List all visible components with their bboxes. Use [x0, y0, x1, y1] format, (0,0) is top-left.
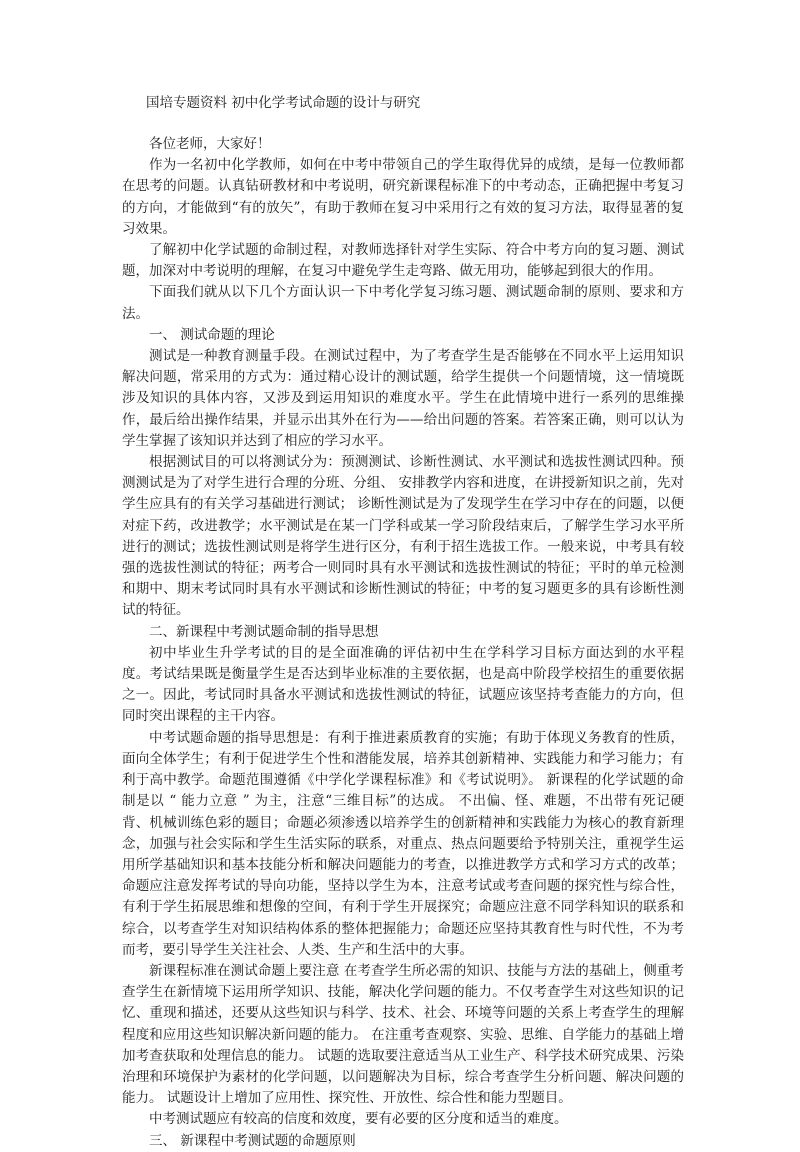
section-3-heading: 三、 新课程中考测试题的命题原则 — [149, 1132, 356, 1149]
section-1-paragraph-2: 根据测试目的可以将测试分为：预测测试、诊断性测试、水平测试和选拔性测试四种。预测测试是为了对学生进行合理的分班、分组、 安排教学内容和进度，在讲授新知识之前，先对学生应具有的有关学习基础进行测试； 诊断性测试是为了发现学生在学习中存在的问题，以便对症下药，改进教学；水平测试是在某一门学科或某一学习阶段结束后，了解学生学习水平所进行的测试；选拔性测试则是将学生进行区分，有利于招生选拔工作。一般来说，中考具有较强的选拔性测试的特征；两考合一则同时具有水平测试和选拔性测试的特征；平时的单元检测和期中、期末考试同时具有水平测试和诊断性测试的特征；中考的复习题更多的具有诊断性测试的特征。 — [122, 454, 684, 619]
document-body — [122, 92, 684, 1152]
section-2-paragraph-2: 中考试题命题的指导思想是：有利于推进素质教育的实施；有助于体现义务教育的性质，面向全体学生；有利于促进学生个性和潜能发展，培养其创新精神、实践能力和学习能力；有利于高中教学。命题范围遵循《中学化学课程标准》和《考试说明》。 新课程的化学试题的命制是以 “ 能力立意 ” 为主，注意“三维目标”的达成。 不出偏、怪、难题，不出带有死记硬背、机械训练色彩的题目；命题必须渗透以培养学生的创新精神和实践能力为核心的教育新理念，加强与社会实际和学生生活实际的联系，对重点、热点问题要给予特别关注，重视学生运用所学基础知识和基本技能分析和解决问题能力的考查，以推进教学方式和学习方式的改革；命题应注意发挥考试的导向功能，坚持以学生为本，注意考试或考查问题的探究性与综合性，有利于学生拓展思维和想像的空间，有利于学生开展探究；命题应注意不同学科知识的联系和综合，以考查学生对知识结构体系的整体把握能力；命题还应坚持其教育性与时代性，不为考而考，要引导学生关注社会、人类、生产和生活中的大事。 — [122, 729, 684, 958]
document-title: 国培专题资料 初中化学考试命题的设计与研究 — [146, 95, 421, 111]
section-2-paragraph-1: 初中毕业生升学考试的目的是全面准确的评估初中生在学科学习目标方面达到的水平程度。考试结果既是衡量学生是否达到毕业标准的主要依据，也是高中阶段学校招生的重要依据之一。因此，考试同时具备水平测试和选拔性测试的特征，试题应该坚持考查能力的方向，但同时突出课程的主干内容。 — [122, 644, 684, 725]
section-2-heading: 二、新课程中考测试题命制的指导思想 — [149, 623, 379, 640]
section-1-paragraph-1: 测试是一种教育测量手段。在测试过程中，为了考查学生是否能够在不同水平上运用知识解决问题，常采用的方式为：通过精心设计的测试题，给学生提供一个问题情境，这一情境既涉及知识的具体内容，又涉及到运用知识的难度水平。学生在此情境中进行一系列的思维操作，最后给出操作结果，并显示出其外在行为——给出问题的答案。若答案正确，则可以认为学生掌握了该知识并达到了相应的学习水平。 — [122, 348, 684, 449]
greeting: 各位老师，大家好！ — [149, 136, 271, 152]
section-2-paragraph-3: 新课程标准在测试命题上要注意 在考查学生所必需的知识、技能与方法的基础上，侧重考查学生在新情境下运用所学知识、技能，解决化学问题的能力。不仅考查学生对这些知识的记忆、重现和描述，还要从这些知识与科学、技术、社会、环境等问题的关系上考查学生的理解程度和应用这些知识解决新问题的能力。 在注重考查观察、实验、思维、自学能力的基础上增加考查获取和处理信息的能力。 试题的选取要注意适当从工业生产、科学技术研究成果、污染治理和环境保护为素材的化学问题，以问题解决为目标，综合考查学生分析问题、解决问题的能力。 试题设计上增加了应用性、探究性、开放性、综合性和能力型题目。 — [122, 962, 684, 1107]
intro-paragraph-3: 下面我们就从以下几个方面认识一下中考化学复习练习题、测试题命制的原则、要求和方法。 — [122, 284, 684, 322]
intro-paragraph-1: 作为一名初中化学教师，如何在中考中带领自己的学生取得优异的成绩，是每一位教师都在思考的问题。认真钻研教材和中考说明，研究新课程标准下的中考动态，正确把握中考复习的方向，才能做到“有的放矢”，有助于教师在复习中采用行之有效的复习方法，取得显著的复习效果。 — [122, 157, 684, 237]
section-1-heading: 一、 测试命题的理论 — [149, 326, 275, 343]
intro-paragraph-2: 了解初中化学试题的命制过程，对教师选择针对学生实际、符合中考方向的复习题、测试题，加深对中考说明的理解，在复习中避免学生走弯路、做无用功，能够起到很大的作用。 — [122, 242, 684, 280]
section-2-paragraph-4: 中考测试题应有较高的信度和效度，要有必要的区分度和适当的难度。 — [149, 1111, 568, 1128]
